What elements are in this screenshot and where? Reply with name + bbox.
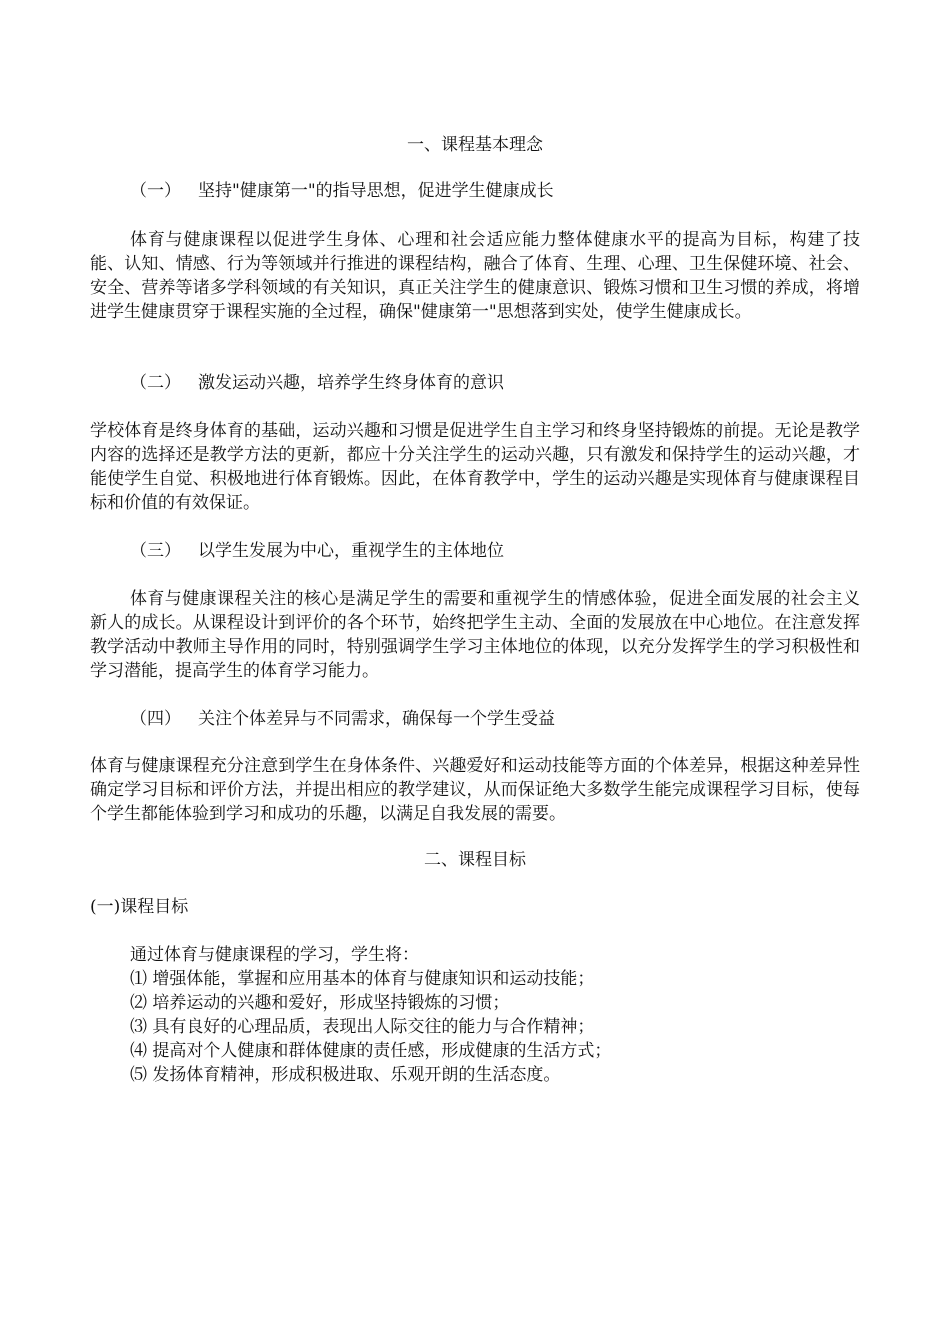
goal-item: ⑶ 具有良好的心理品质，表现出人际交往的能力与合作精神； — [130, 1017, 595, 1037]
subsection-title: 关注个体差异与不同需求，确保每一个学生受益 — [198, 709, 555, 729]
subsection-title: 激发运动兴趣，培养学生终身体育的意识 — [198, 373, 504, 393]
subsection-heading-1 — [130, 179, 554, 203]
paragraph-3: 体育与健康课程关注的核心是满足学生的需要和重视学生的情感体验，促进全面发展的社会主义新人的成长。从课程设计到评价的各个环节，始终把学生主动、全面的发展放在中心地位。在注意发挥教学活动中教师主导作用的同时，特别强调学生学习主体地位的体现，以充分发挥学生的学习积极性和学习潜能，提高学生的体育学习能力。 — [90, 589, 860, 681]
subsection-number: （一） — [130, 181, 181, 201]
goal-item: ⑷ 提高对个人健康和群体健康的责任感，形成健康的生活方式； — [130, 1041, 612, 1061]
section-title-course-philosophy: 一、课程基本理念 — [407, 135, 543, 155]
paragraph-4: 体育与健康课程充分注意到学生在身体条件、兴趣爱好和运动技能等方面的个体差异，根据这种差异性确定学习目标和评价方法，并提出相应的教学建议，从而保证绝大多数学生能完成课程学习目标，使每个学生都能体验到学习和成功的乐趣，以满足自我发展的需要。 — [90, 756, 860, 824]
subsection-title: 以学生发展为中心，重视学生的主体地位 — [198, 541, 504, 561]
subsection-number: （四） — [130, 709, 181, 729]
subsection-title: 坚持"健康第一"的指导思想，促进学生健康成长 — [198, 181, 554, 201]
goal-item: ⑵ 培养运动的兴趣和爱好，形成坚持锻炼的习惯； — [130, 993, 510, 1013]
paragraph-1: 体育与健康课程以促进学生身体、心理和社会适应能力整体健康水平的提高为目标，构建了技能、认知、情感、行为等领域并行推进的课程结构，融合了体育、生理、心理、卫生保健环境、社会、安全、营养等诸多学科领域的有关知识，真正关注学生的健康意识、锻炼习惯和卫生习惯的养成，将增进学生健康贯穿于课程实施的全过程，确保"健康第一"思想落到实处，使学生健康成长。 — [90, 230, 860, 322]
goals-intro: 通过体育与健康课程的学习，学生将： — [130, 945, 419, 965]
subsection-heading-3 — [130, 539, 504, 563]
goal-item: ⑸ 发扬体育精神，形成积极进取、乐观开朗的生活态度。 — [130, 1065, 561, 1085]
section-title-course-goals: 二、课程目标 — [424, 850, 526, 870]
paragraph-2: 学校体育是终身体育的基础，运动兴趣和习惯是促进学生自主学习和终身坚持锻炼的前提。无论是教学内容的选择还是教学方法的更新，都应十分关注学生的运动兴趣，只有激发和保持学生的运动兴趣，才能使学生自觉、积极地进行体育锻炼。因此，在体育教学中，学生的运动兴趣是实现体育与健康课程目标和价值的有效保证。 — [90, 421, 860, 513]
subsection-number: （三） — [130, 541, 181, 561]
goals-list — [130, 943, 611, 1087]
goals-subheading: (一)课程目标 — [90, 897, 189, 917]
goal-item: ⑴ 增强体能，掌握和应用基本的体育与健康知识和运动技能； — [130, 969, 595, 989]
subsection-number: （二） — [130, 373, 181, 393]
subsection-heading-2 — [130, 371, 504, 395]
subsection-heading-4 — [130, 707, 555, 731]
